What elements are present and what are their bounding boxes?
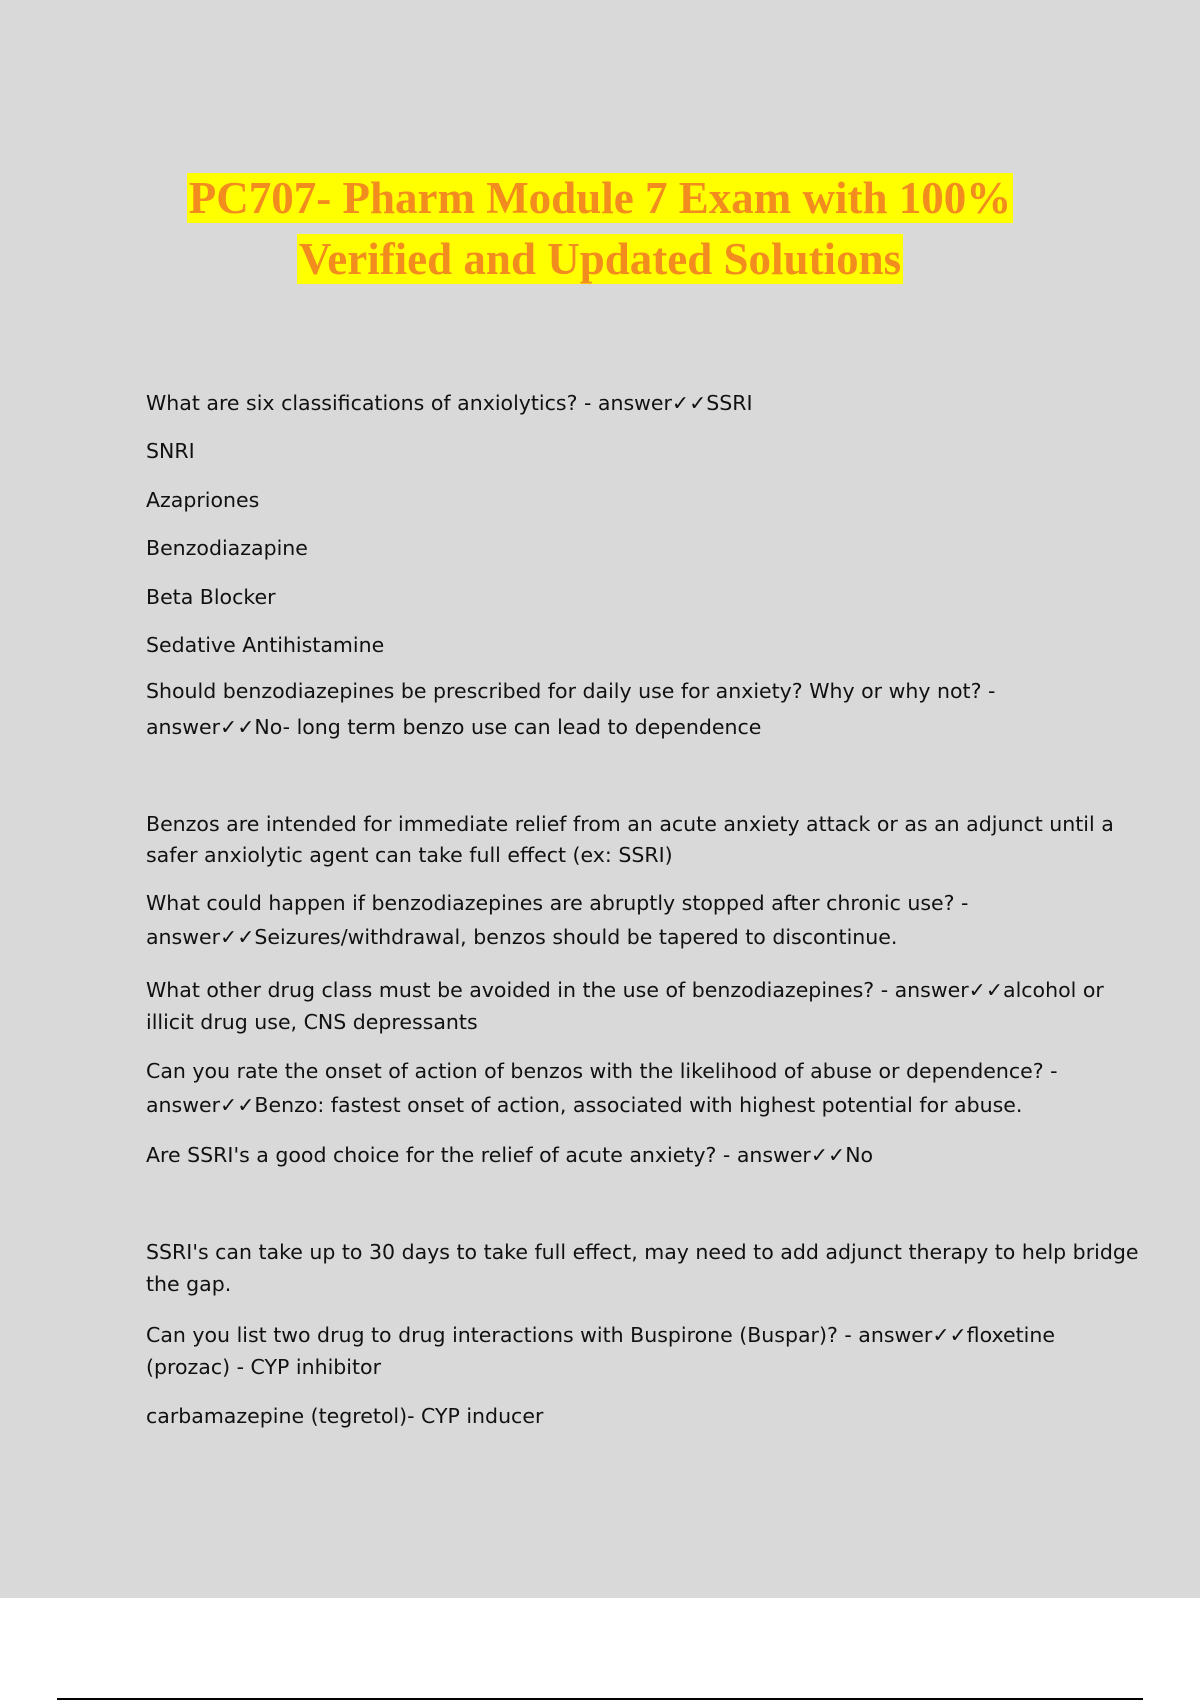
text-line: What could happen if benzodiazepines are abruptly stopped after chronic use? -: [146, 891, 969, 915]
text-line: What are six classifications of anxiolytics? - answer✓✓SSRI: [146, 391, 753, 415]
text-line: safer anxiolytic agent can take full effect (ex: SSRI): [146, 843, 673, 867]
text-line: What other drug class must be avoided in the use of benzodiazepines? - answer✓✓alcohol or: [146, 978, 1104, 1002]
text-line: answer✓✓Benzo: fastest onset of action, associated with highest potential for abuse.: [146, 1093, 1023, 1117]
text-line: (prozac) - CYP inhibitor: [146, 1355, 381, 1379]
text-line: Beta Blocker: [146, 585, 276, 609]
document-title-line-2: Verified and Updated Solutions: [298, 234, 902, 284]
text-line: Azapriones: [146, 488, 260, 512]
text-line: Sedative Antihistamine: [146, 633, 385, 657]
text-line: the gap.: [146, 1272, 232, 1296]
text-line: SNRI: [146, 439, 195, 463]
text-line: SSRI's can take up to 30 days to take full effect, may need to add adjunct therapy to help bridge: [146, 1240, 1139, 1264]
document-title-line-1: PC707- Pharm Module 7 Exam with 100%: [188, 173, 1012, 223]
text-line: illicit drug use, CNS depressants: [146, 1010, 478, 1034]
text-line: Benzodiazapine: [146, 536, 308, 560]
text-line: Can you list two drug to drug interactions with Buspirone (Buspar)? - answer✓✓floxetine: [146, 1323, 1055, 1347]
text-line: Can you rate the onset of action of benzos with the likelihood of abuse or dependence? -: [146, 1059, 1058, 1083]
text-line: answer✓✓No- long term benzo use can lead to dependence: [146, 715, 762, 739]
text-line: answer✓✓Seizures/withdrawal, benzos should be tapered to discontinue.: [146, 925, 898, 949]
document-title: [0, 168, 1200, 290]
text-line: carbamazepine (tegretol)- CYP inducer: [146, 1404, 544, 1428]
text-line: Are SSRI's a good choice for the relief of acute anxiety? - answer✓✓No: [146, 1143, 874, 1167]
text-line: Should benzodiazepines be prescribed for daily use for anxiety? Why or why not? -: [146, 679, 996, 703]
text-line: Benzos are intended for immediate relief from an acute anxiety attack or as an adjunct until a: [146, 812, 1114, 836]
